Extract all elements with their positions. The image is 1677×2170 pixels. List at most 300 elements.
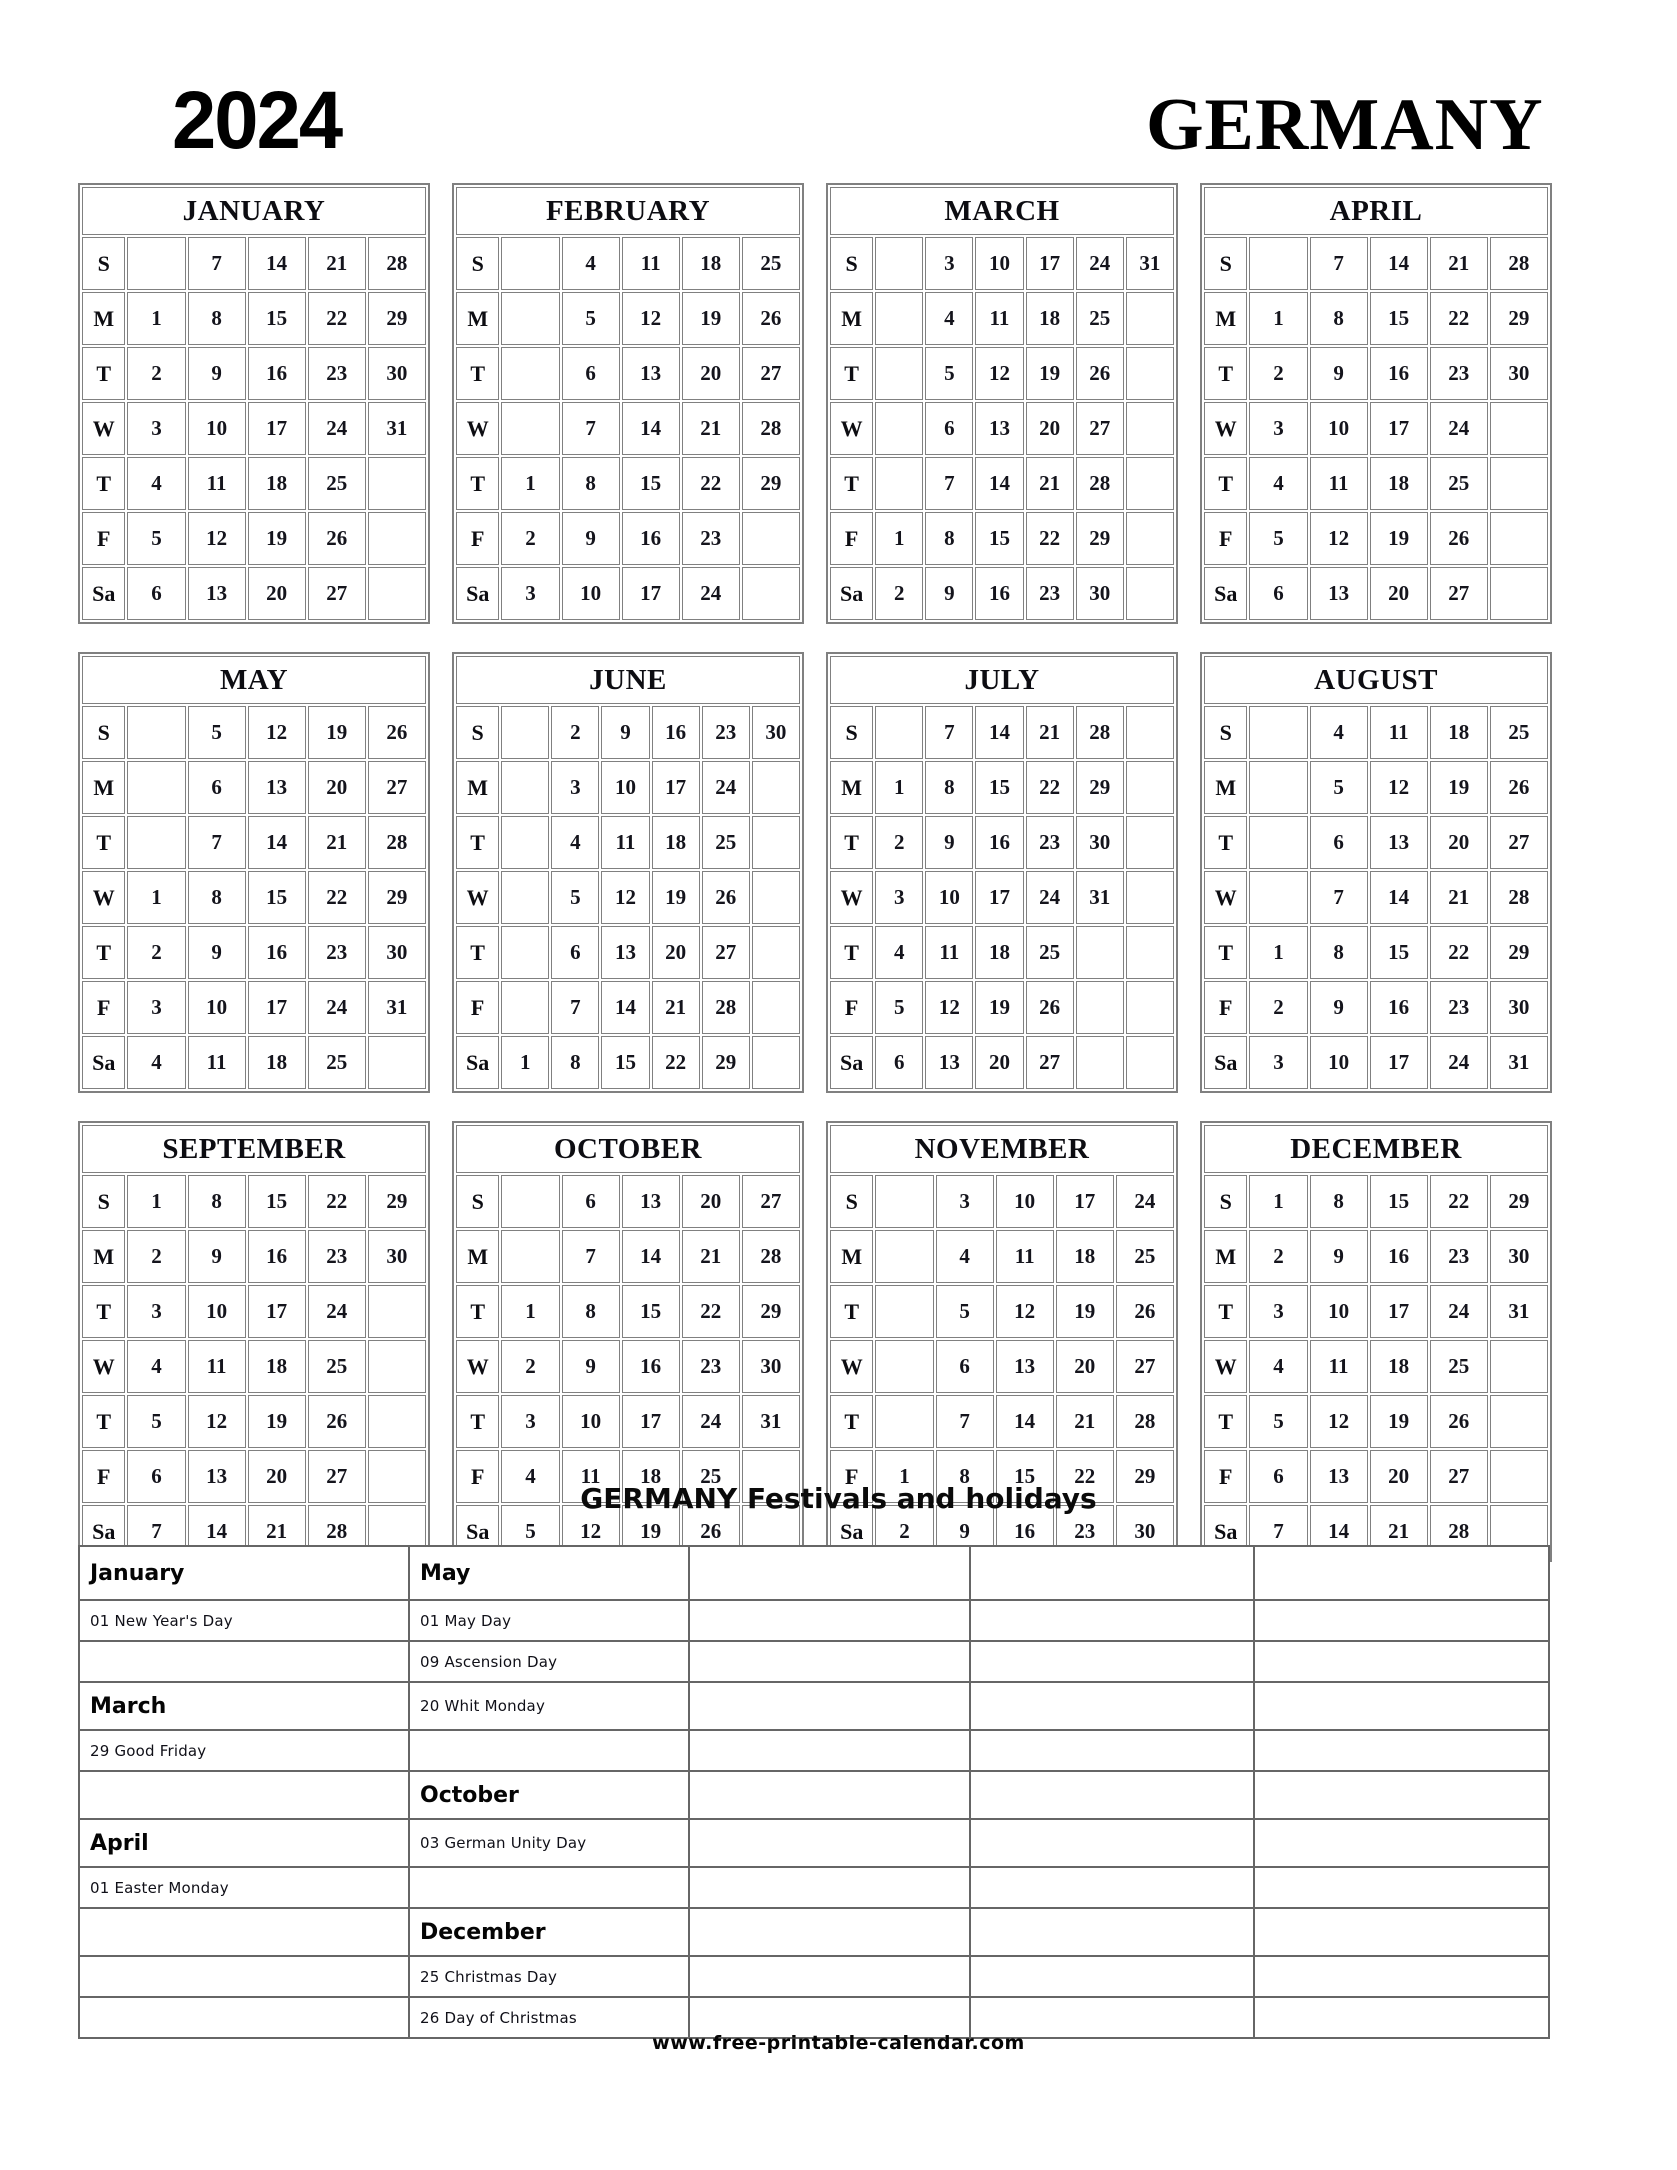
month-title: SEPTEMBER xyxy=(82,1125,426,1173)
festival-entry: 09 Ascension Day xyxy=(409,1641,689,1682)
day-cell: 19 xyxy=(1370,512,1428,565)
day-cell: 28 xyxy=(702,981,750,1034)
day-cell: 17 xyxy=(975,871,1023,924)
day-cell: 1 xyxy=(1249,1175,1307,1228)
day-cell: 14 xyxy=(622,402,680,455)
day-cell: 8 xyxy=(936,1450,994,1503)
day-cell: 11 xyxy=(188,1036,246,1089)
day-cell: 24 xyxy=(1430,1036,1488,1089)
day-cell: 12 xyxy=(248,706,306,759)
empty-cell xyxy=(970,1956,1254,1997)
day-cell: 12 xyxy=(975,347,1023,400)
day-cell: 4 xyxy=(501,1450,559,1503)
day-cell: 21 xyxy=(1430,871,1488,924)
day-cell: 21 xyxy=(652,981,700,1034)
day-cell: 13 xyxy=(1310,1450,1368,1503)
empty-cell xyxy=(79,1771,409,1819)
day-cell: 1 xyxy=(501,457,559,510)
day-cell: 22 xyxy=(1026,512,1074,565)
day-cell: 19 xyxy=(248,1395,306,1448)
day-cell: 14 xyxy=(248,816,306,869)
day-cell: 13 xyxy=(622,347,680,400)
weekday-label: M xyxy=(830,761,873,814)
day-cell: 26 xyxy=(1430,1395,1488,1448)
weekday-label: S xyxy=(830,706,873,759)
day-cell: 7 xyxy=(188,816,246,869)
festival-month-header: December xyxy=(409,1908,689,1956)
day-cell: 9 xyxy=(562,512,620,565)
day-cell: 18 xyxy=(1430,706,1488,759)
day-cell-empty xyxy=(501,761,549,814)
day-cell: 23 xyxy=(1056,1505,1114,1558)
day-cell-empty xyxy=(1126,457,1174,510)
day-cell: 22 xyxy=(1026,761,1074,814)
day-cell: 27 xyxy=(1116,1340,1174,1393)
footer-url: www.free-printable-calendar.com xyxy=(652,2032,1025,2054)
day-cell: 30 xyxy=(368,926,426,979)
empty-cell xyxy=(79,1956,409,1997)
festival-month-header: May xyxy=(409,1546,689,1600)
empty-cell xyxy=(689,1819,970,1867)
day-cell: 26 xyxy=(1116,1285,1174,1338)
day-cell-empty xyxy=(368,1036,426,1089)
day-cell: 30 xyxy=(1490,347,1548,400)
day-cell-empty xyxy=(742,567,800,620)
day-cell: 15 xyxy=(996,1450,1054,1503)
weekday-label: Sa xyxy=(456,1036,499,1089)
day-cell: 16 xyxy=(1370,347,1428,400)
weekday-label: Sa xyxy=(1204,1036,1247,1089)
day-cell: 10 xyxy=(925,871,973,924)
festival-row xyxy=(79,1730,1549,1771)
day-cell: 12 xyxy=(1310,1395,1368,1448)
weekday-label: Sa xyxy=(456,1505,499,1558)
day-cell: 5 xyxy=(1310,761,1368,814)
day-cell: 25 xyxy=(1430,457,1488,510)
weekday-label: F xyxy=(830,981,873,1034)
day-cell-empty xyxy=(875,1230,933,1283)
day-cell: 18 xyxy=(248,1340,306,1393)
day-cell: 16 xyxy=(622,1340,680,1393)
day-cell: 23 xyxy=(308,1230,366,1283)
day-cell: 26 xyxy=(308,512,366,565)
day-cell: 30 xyxy=(742,1340,800,1393)
day-cell: 2 xyxy=(1249,347,1307,400)
weekday-label: F xyxy=(830,1450,873,1503)
weekday-label: W xyxy=(456,871,499,924)
empty-cell xyxy=(1254,1641,1549,1682)
day-cell: 19 xyxy=(975,981,1023,1034)
day-cell: 11 xyxy=(1310,457,1368,510)
day-cell: 10 xyxy=(1310,1036,1368,1089)
day-cell: 7 xyxy=(551,981,599,1034)
day-cell: 1 xyxy=(1249,292,1307,345)
day-cell-empty xyxy=(368,1285,426,1338)
day-cell: 10 xyxy=(975,237,1023,290)
day-cell: 24 xyxy=(308,981,366,1034)
day-cell: 30 xyxy=(1076,567,1124,620)
day-cell: 18 xyxy=(1026,292,1074,345)
day-cell: 11 xyxy=(622,237,680,290)
day-cell: 8 xyxy=(925,761,973,814)
empty-cell xyxy=(1254,1867,1549,1908)
weekday-label: S xyxy=(1204,1175,1247,1228)
day-cell: 23 xyxy=(1026,567,1074,620)
day-cell: 3 xyxy=(501,567,559,620)
month-title: OCTOBER xyxy=(456,1125,800,1173)
day-cell: 3 xyxy=(1249,402,1307,455)
day-cell-empty xyxy=(752,926,800,979)
day-cell: 9 xyxy=(925,816,973,869)
day-cell-empty xyxy=(1126,347,1174,400)
day-cell-empty xyxy=(1249,237,1307,290)
day-cell-empty xyxy=(501,347,559,400)
weekday-label: T xyxy=(82,816,125,869)
day-cell: 29 xyxy=(368,292,426,345)
day-cell: 15 xyxy=(248,292,306,345)
day-cell: 24 xyxy=(308,1285,366,1338)
months-grid xyxy=(78,183,1552,1562)
day-cell: 16 xyxy=(248,347,306,400)
day-cell: 3 xyxy=(127,981,185,1034)
day-cell: 27 xyxy=(1076,402,1124,455)
day-cell-empty xyxy=(368,1340,426,1393)
month-august xyxy=(1200,652,1552,1093)
weekday-label: T xyxy=(82,347,125,400)
weekday-label: T xyxy=(830,347,873,400)
day-cell: 12 xyxy=(925,981,973,1034)
day-cell: 12 xyxy=(562,1505,620,1558)
weekday-label: T xyxy=(82,1285,125,1338)
day-cell: 25 xyxy=(308,1036,366,1089)
day-cell: 7 xyxy=(925,706,973,759)
day-cell: 25 xyxy=(1076,292,1124,345)
weekday-label: S xyxy=(1204,237,1247,290)
weekday-label: T xyxy=(830,1285,873,1338)
day-cell: 8 xyxy=(188,292,246,345)
day-cell: 2 xyxy=(1249,981,1307,1034)
day-cell: 31 xyxy=(1076,871,1124,924)
day-cell: 9 xyxy=(1310,347,1368,400)
month-title: MARCH xyxy=(830,187,1174,235)
weekday-label: Sa xyxy=(82,1505,125,1558)
festival-row xyxy=(79,1867,1549,1908)
day-cell: 23 xyxy=(682,1340,740,1393)
day-cell: 19 xyxy=(248,512,306,565)
day-cell: 1 xyxy=(501,1036,549,1089)
day-cell: 15 xyxy=(1370,1175,1428,1228)
day-cell-empty xyxy=(1126,981,1174,1034)
day-cell: 20 xyxy=(248,567,306,620)
day-cell-empty xyxy=(875,1395,933,1448)
day-cell: 29 xyxy=(1490,926,1548,979)
weekday-label: W xyxy=(830,402,873,455)
day-cell: 23 xyxy=(702,706,750,759)
day-cell: 9 xyxy=(601,706,649,759)
day-cell: 29 xyxy=(702,1036,750,1089)
day-cell-empty xyxy=(875,347,923,400)
day-cell: 25 xyxy=(742,237,800,290)
day-cell-empty xyxy=(752,761,800,814)
weekday-label: T xyxy=(456,347,499,400)
weekday-label: S xyxy=(830,1175,873,1228)
day-cell: 24 xyxy=(1116,1175,1174,1228)
day-cell: 21 xyxy=(1056,1395,1114,1448)
day-cell: 24 xyxy=(702,761,750,814)
day-cell: 6 xyxy=(562,347,620,400)
day-cell: 21 xyxy=(1430,237,1488,290)
day-cell: 19 xyxy=(1056,1285,1114,1338)
day-cell: 12 xyxy=(188,1395,246,1448)
day-cell: 14 xyxy=(1370,871,1428,924)
day-cell: 15 xyxy=(248,1175,306,1228)
day-cell: 22 xyxy=(1056,1450,1114,1503)
day-cell: 20 xyxy=(1026,402,1074,455)
day-cell: 22 xyxy=(308,292,366,345)
day-cell: 21 xyxy=(1370,1505,1428,1558)
day-cell: 4 xyxy=(1249,1340,1307,1393)
day-cell: 1 xyxy=(127,1175,185,1228)
day-cell: 23 xyxy=(1026,816,1074,869)
day-cell: 3 xyxy=(501,1395,559,1448)
day-cell: 30 xyxy=(752,706,800,759)
day-cell: 31 xyxy=(1490,1285,1548,1338)
day-cell-empty xyxy=(1249,871,1307,924)
month-title: JULY xyxy=(830,656,1174,704)
day-cell-empty xyxy=(1076,981,1124,1034)
day-cell: 15 xyxy=(975,512,1023,565)
day-cell-empty xyxy=(1126,761,1174,814)
day-cell-empty xyxy=(752,816,800,869)
day-cell: 27 xyxy=(742,347,800,400)
weekday-label: T xyxy=(456,926,499,979)
day-cell: 7 xyxy=(1310,237,1368,290)
day-cell: 14 xyxy=(248,237,306,290)
weekday-label: M xyxy=(830,1230,873,1283)
day-cell: 27 xyxy=(308,567,366,620)
day-cell-empty xyxy=(1490,1395,1548,1448)
day-cell: 6 xyxy=(925,402,973,455)
festival-entry: 03 German Unity Day xyxy=(409,1819,689,1867)
day-cell: 3 xyxy=(1249,1036,1307,1089)
day-cell: 17 xyxy=(248,1285,306,1338)
weekday-label: S xyxy=(456,706,499,759)
day-cell: 10 xyxy=(1310,1285,1368,1338)
day-cell: 19 xyxy=(1026,347,1074,400)
day-cell: 18 xyxy=(622,1450,680,1503)
festival-entry: 25 Christmas Day xyxy=(409,1956,689,1997)
festival-entry: 01 Easter Monday xyxy=(79,1867,409,1908)
day-cell-empty xyxy=(1076,1036,1124,1089)
day-cell-empty xyxy=(1126,706,1174,759)
day-cell: 17 xyxy=(652,761,700,814)
day-cell: 27 xyxy=(702,926,750,979)
day-cell: 6 xyxy=(1249,567,1307,620)
day-cell: 26 xyxy=(368,706,426,759)
day-cell: 5 xyxy=(1249,1395,1307,1448)
festival-row xyxy=(79,1956,1549,1997)
day-cell: 3 xyxy=(127,1285,185,1338)
empty-cell xyxy=(1254,1730,1549,1771)
day-cell-empty xyxy=(368,457,426,510)
day-cell: 5 xyxy=(188,706,246,759)
month-february xyxy=(452,183,804,624)
day-cell: 31 xyxy=(1490,1036,1548,1089)
day-cell: 20 xyxy=(682,347,740,400)
day-cell: 28 xyxy=(742,1230,800,1283)
day-cell-empty xyxy=(1490,1340,1548,1393)
day-cell: 25 xyxy=(1116,1230,1174,1283)
day-cell: 11 xyxy=(562,1450,620,1503)
day-cell: 5 xyxy=(127,512,185,565)
day-cell: 22 xyxy=(652,1036,700,1089)
weekday-label: T xyxy=(1204,1395,1247,1448)
day-cell: 2 xyxy=(875,816,923,869)
weekday-label: W xyxy=(830,871,873,924)
empty-cell xyxy=(970,1600,1254,1641)
day-cell: 1 xyxy=(1249,926,1307,979)
day-cell: 17 xyxy=(1370,402,1428,455)
day-cell: 14 xyxy=(1370,237,1428,290)
day-cell-empty xyxy=(875,237,923,290)
day-cell: 17 xyxy=(622,1395,680,1448)
empty-cell xyxy=(970,1771,1254,1819)
day-cell: 11 xyxy=(188,457,246,510)
weekday-label: F xyxy=(456,981,499,1034)
weekday-label: T xyxy=(456,1285,499,1338)
day-cell: 29 xyxy=(1076,512,1124,565)
weekday-label: Sa xyxy=(82,567,125,620)
day-cell: 21 xyxy=(682,402,740,455)
day-cell: 21 xyxy=(682,1230,740,1283)
empty-cell xyxy=(970,1908,1254,1956)
day-cell: 17 xyxy=(622,567,680,620)
day-cell: 9 xyxy=(188,926,246,979)
month-title: APRIL xyxy=(1204,187,1548,235)
day-cell: 29 xyxy=(1116,1450,1174,1503)
weekday-label: T xyxy=(830,816,873,869)
empty-cell xyxy=(970,1867,1254,1908)
day-cell: 28 xyxy=(1490,237,1548,290)
festival-row xyxy=(79,1546,1549,1600)
day-cell: 26 xyxy=(702,871,750,924)
day-cell: 5 xyxy=(1249,512,1307,565)
day-cell: 7 xyxy=(1310,871,1368,924)
day-cell: 18 xyxy=(248,457,306,510)
day-cell: 18 xyxy=(682,237,740,290)
day-cell: 10 xyxy=(188,1285,246,1338)
day-cell: 30 xyxy=(368,347,426,400)
weekday-label: T xyxy=(830,457,873,510)
day-cell: 29 xyxy=(742,1285,800,1338)
day-cell: 11 xyxy=(975,292,1023,345)
day-cell: 17 xyxy=(1056,1175,1114,1228)
day-cell-empty xyxy=(501,402,559,455)
day-cell: 19 xyxy=(1430,761,1488,814)
day-cell-empty xyxy=(501,292,559,345)
weekday-label: Sa xyxy=(1204,1505,1247,1558)
day-cell: 9 xyxy=(925,567,973,620)
day-cell: 13 xyxy=(248,761,306,814)
day-cell-empty xyxy=(368,512,426,565)
empty-cell xyxy=(689,1730,970,1771)
day-cell: 19 xyxy=(622,1505,680,1558)
empty-cell xyxy=(970,1641,1254,1682)
day-cell: 6 xyxy=(1310,816,1368,869)
day-cell: 24 xyxy=(1430,402,1488,455)
empty-cell xyxy=(409,1730,689,1771)
day-cell: 26 xyxy=(308,1395,366,1448)
day-cell: 22 xyxy=(682,1285,740,1338)
day-cell: 20 xyxy=(1430,816,1488,869)
empty-cell xyxy=(970,1682,1254,1730)
day-cell: 29 xyxy=(1076,761,1124,814)
day-cell: 27 xyxy=(1430,567,1488,620)
festival-entry: 01 New Year's Day xyxy=(79,1600,409,1641)
day-cell: 18 xyxy=(975,926,1023,979)
day-cell-empty xyxy=(1126,926,1174,979)
empty-cell xyxy=(689,1867,970,1908)
weekday-label: T xyxy=(82,1395,125,1448)
day-cell: 1 xyxy=(127,871,185,924)
empty-cell xyxy=(970,1546,1254,1600)
year-title: 2024 xyxy=(172,75,342,166)
festivals-heading: GERMANY Festivals and holidays xyxy=(580,1482,1097,1515)
weekday-label: W xyxy=(82,1340,125,1393)
day-cell: 25 xyxy=(682,1450,740,1503)
day-cell: 3 xyxy=(925,237,973,290)
day-cell: 25 xyxy=(308,457,366,510)
day-cell: 10 xyxy=(562,567,620,620)
month-title: MAY xyxy=(82,656,426,704)
month-march xyxy=(826,183,1178,624)
empty-cell xyxy=(970,1819,1254,1867)
empty-cell xyxy=(1254,1956,1549,1997)
day-cell: 7 xyxy=(188,237,246,290)
day-cell: 16 xyxy=(248,926,306,979)
day-cell: 24 xyxy=(1026,871,1074,924)
weekday-label: T xyxy=(82,926,125,979)
month-june xyxy=(452,652,804,1093)
day-cell: 4 xyxy=(551,816,599,869)
month-april xyxy=(1200,183,1552,624)
day-cell: 19 xyxy=(308,706,366,759)
weekday-label: Sa xyxy=(82,1036,125,1089)
day-cell: 28 xyxy=(1076,457,1124,510)
day-cell: 22 xyxy=(682,457,740,510)
day-cell: 8 xyxy=(1310,926,1368,979)
day-cell: 14 xyxy=(188,1505,246,1558)
weekday-label: W xyxy=(830,1340,873,1393)
weekday-label: S xyxy=(1204,706,1247,759)
day-cell: 10 xyxy=(601,761,649,814)
day-cell: 24 xyxy=(1076,237,1124,290)
day-cell: 11 xyxy=(188,1340,246,1393)
day-cell: 6 xyxy=(127,1450,185,1503)
day-cell-empty xyxy=(501,816,549,869)
weekday-label: T xyxy=(830,926,873,979)
day-cell: 4 xyxy=(127,1036,185,1089)
day-cell: 14 xyxy=(601,981,649,1034)
day-cell: 24 xyxy=(1430,1285,1488,1338)
day-cell: 18 xyxy=(1370,1340,1428,1393)
empty-cell xyxy=(409,1867,689,1908)
empty-cell xyxy=(689,1641,970,1682)
weekday-label: W xyxy=(1204,1340,1247,1393)
day-cell: 13 xyxy=(1370,816,1428,869)
day-cell: 27 xyxy=(742,1175,800,1228)
day-cell: 16 xyxy=(1370,981,1428,1034)
